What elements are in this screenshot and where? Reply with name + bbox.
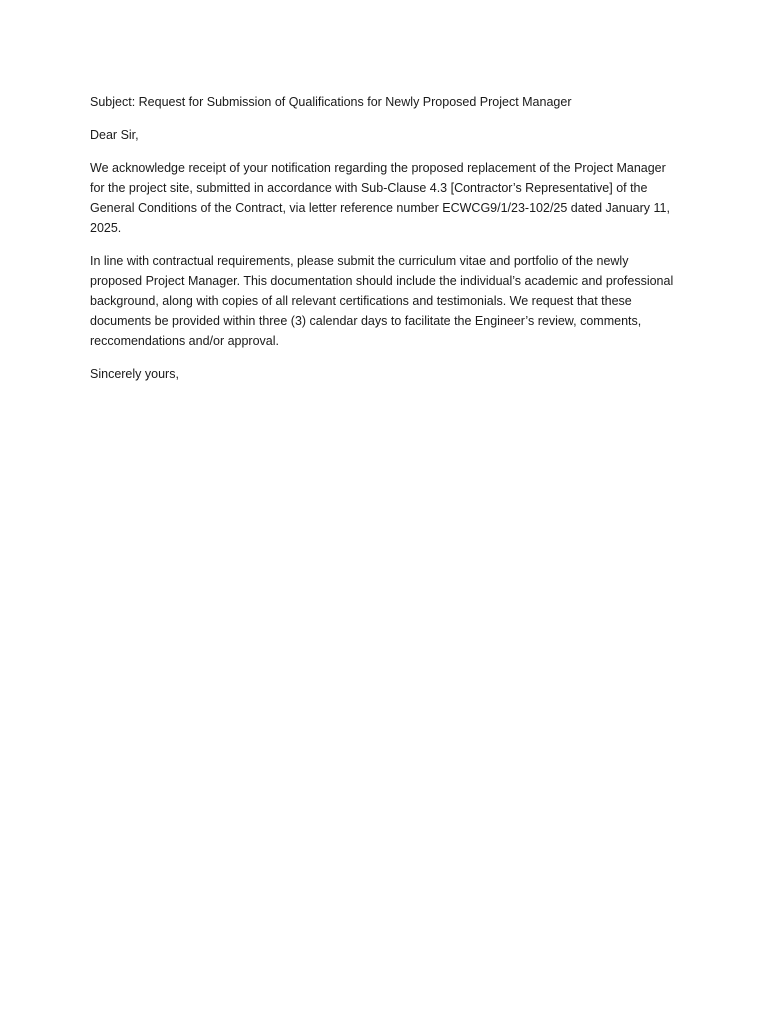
paragraph-acknowledgement: We acknowledge receipt of your notification regarding the proposed replacement of the Project Manager for the project site, submitted in accordance with Sub-Clause 4.3 [Contractor’s Representative] of the General Conditions of the Contract, via letter reference number ECWCG9/1/23-102/25 dated January 11, 2025. — [90, 161, 670, 235]
subject-line: Subject: Request for Submission of Qualifications for Newly Proposed Project Manager — [90, 95, 572, 109]
letter-body — [90, 92, 680, 397]
closing: Sincerely yours, — [90, 367, 179, 381]
paragraph-request: In line with contractual requirements, please submit the curriculum vitae and portfolio of the newly proposed Project Manager. This documentation should include the individual’s academic and professional background, along with copies of all relevant certifications and testimonials. We request that these documents be provided within three (3) calendar days to facilitate the Engineer’s review, comments, reccomendations and/or approval. — [90, 254, 674, 348]
salutation: Dear Sir, — [90, 128, 139, 142]
